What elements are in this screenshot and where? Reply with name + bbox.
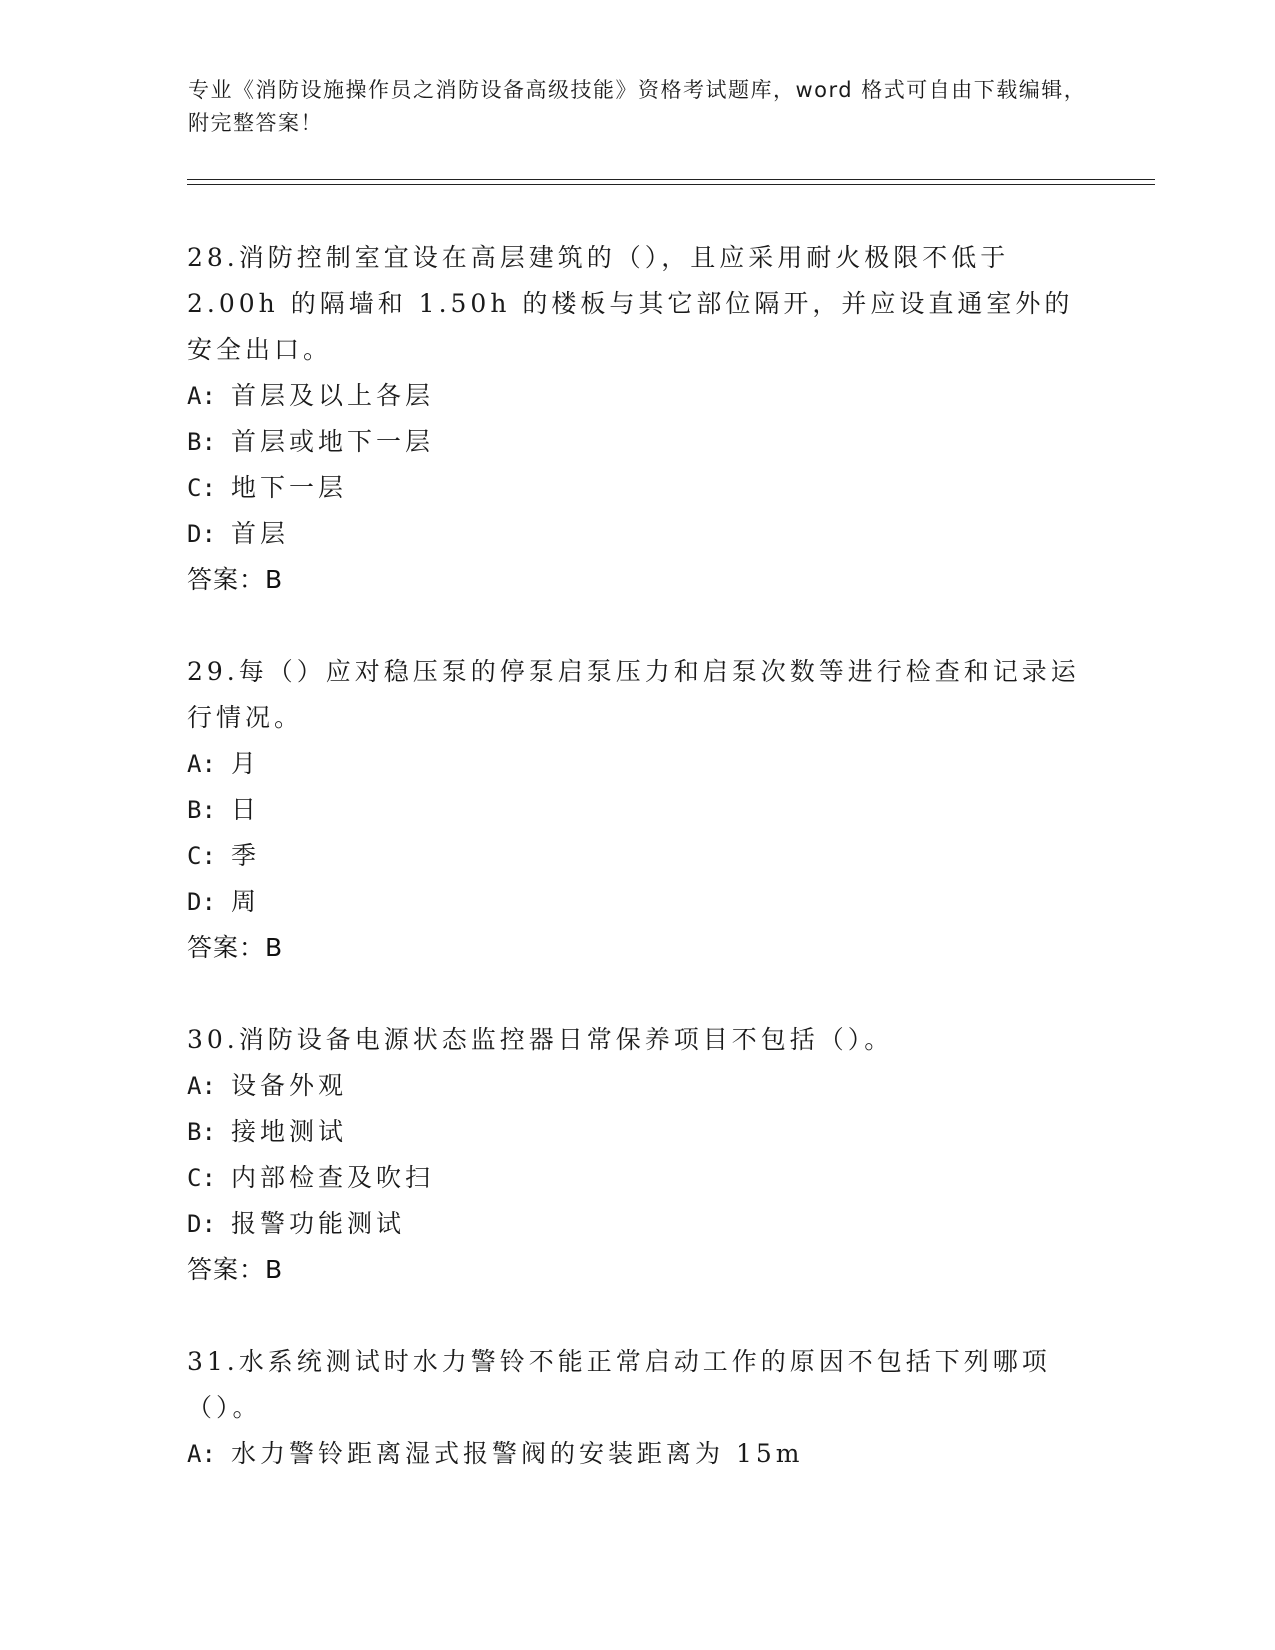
question-item-31 <box>187 1339 1087 1477</box>
option-letter: B: <box>187 428 216 456</box>
answer-line: 答案：B <box>187 565 284 594</box>
option-text: 水力警铃距离湿式报警阀的安装距离为 15m <box>231 1439 804 1468</box>
answer-line: 答案：B <box>187 1255 284 1284</box>
option-text: 首层或地下一层 <box>231 427 435 456</box>
question-item-30 <box>187 1017 1087 1293</box>
option-text: 月 <box>231 749 261 778</box>
option-a <box>187 1431 1087 1477</box>
option-c <box>187 465 1087 511</box>
option-text: 周 <box>231 887 261 916</box>
option-text: 日 <box>231 795 261 824</box>
question-text: 30.消防设备电源状态监控器日常保养项目不包括（）。 <box>187 1025 894 1054</box>
option-text: 接地测试 <box>231 1117 348 1146</box>
option-letter: C: <box>187 842 216 870</box>
header-divider-bottom <box>187 184 1155 185</box>
question-list <box>187 235 1087 1523</box>
option-letter: B: <box>187 1118 216 1146</box>
option-d <box>187 1201 1087 1247</box>
option-b <box>187 419 1087 465</box>
option-letter: D: <box>187 888 216 916</box>
option-text: 首层及以上各层 <box>231 381 435 410</box>
option-letter: C: <box>187 474 216 502</box>
option-text: 设备外观 <box>231 1071 348 1100</box>
option-b <box>187 1109 1087 1155</box>
option-text: 季 <box>231 841 261 870</box>
question-text: 28.消防控制室宜设在高层建筑的（），且应采用耐火极限不低于2.00h 的隔墙和 1.50h 的楼板与其它部位隔开，并应设直通室外的安全出口。 <box>187 243 1074 364</box>
question-item-28 <box>187 235 1087 603</box>
option-letter: B: <box>187 796 216 824</box>
question-text: 29.每（）应对稳压泵的停泵启泵压力和启泵次数等进行检查和记录运行情况。 <box>187 657 1080 732</box>
answer-line: 答案：B <box>187 933 284 962</box>
option-a <box>187 741 1087 787</box>
question-item-29 <box>187 649 1087 971</box>
option-letter: C: <box>187 1164 216 1192</box>
option-text: 报警功能测试 <box>231 1209 406 1238</box>
header-divider-top <box>187 179 1155 180</box>
option-a <box>187 1063 1087 1109</box>
option-c <box>187 1155 1087 1201</box>
option-b <box>187 787 1087 833</box>
option-a <box>187 373 1087 419</box>
option-letter: A: <box>187 1440 216 1468</box>
option-letter: D: <box>187 1210 216 1238</box>
option-d <box>187 511 1087 557</box>
option-letter: A: <box>187 1072 216 1100</box>
option-letter: A: <box>187 382 216 410</box>
option-c <box>187 833 1087 879</box>
option-text: 首层 <box>231 519 290 548</box>
document-intro: 专业《消防设施操作员之消防设备高级技能》资格考试题库，word 格式可自由下载编辑，附完整答案！ <box>188 78 1087 135</box>
option-text: 地下一层 <box>231 473 348 502</box>
option-d <box>187 879 1087 925</box>
option-letter: A: <box>187 750 216 778</box>
question-text: 31.水系统测试时水力警铃不能正常启动工作的原因不包括下列哪项（）。 <box>187 1347 1051 1422</box>
option-text: 内部检查及吹扫 <box>231 1163 435 1192</box>
option-letter: D: <box>187 520 216 548</box>
